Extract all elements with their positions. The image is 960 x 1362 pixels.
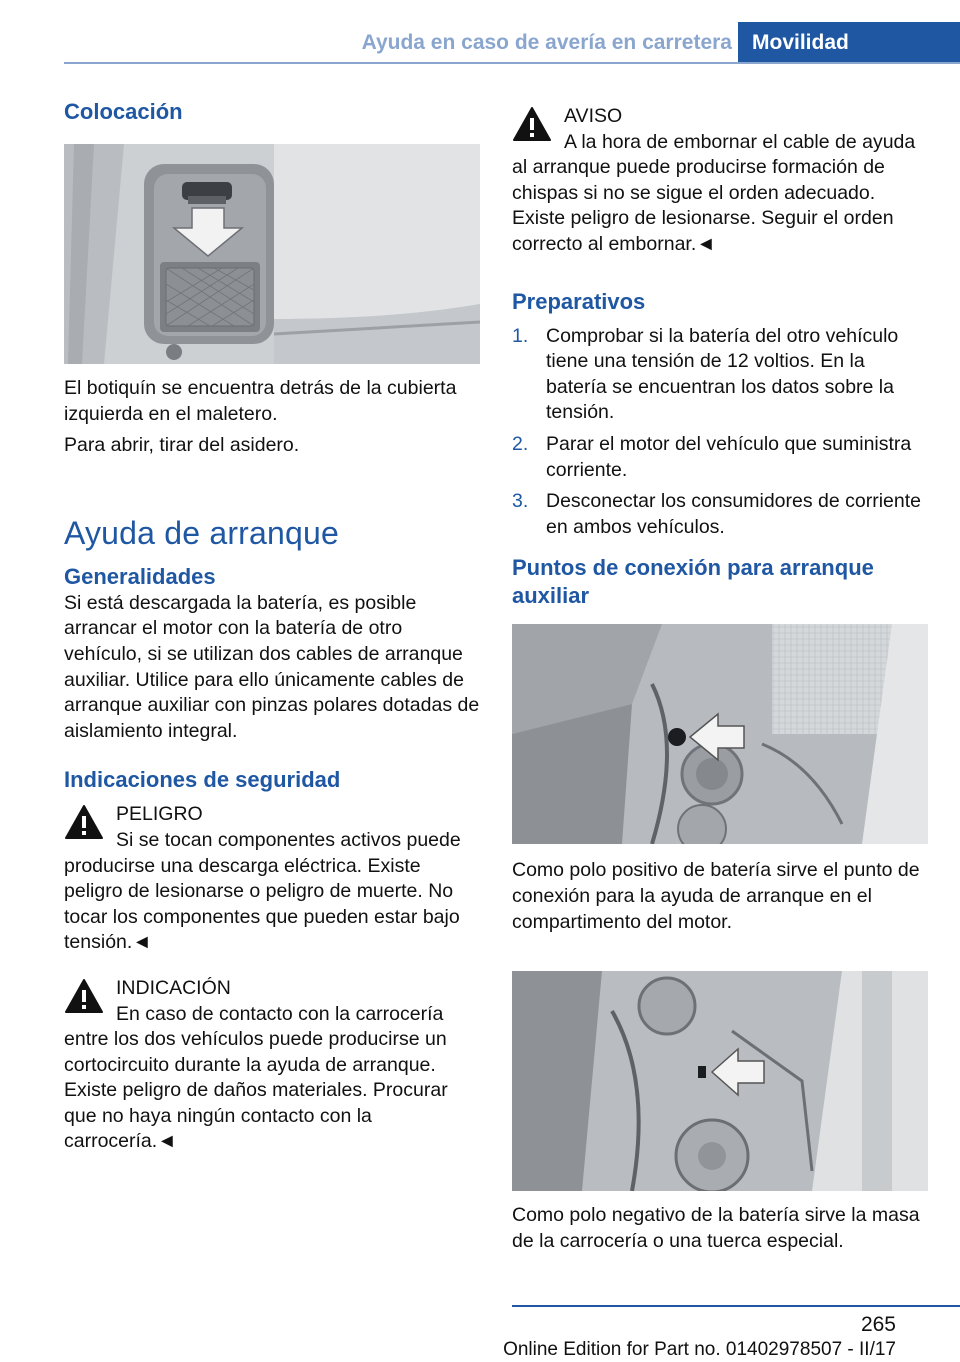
preparation-heading: Preparativos bbox=[512, 288, 646, 314]
positive-terminal-text: Como polo positivo de batería sirve el punto de conexión para la ayuda de arranque en el compartimento del motor. bbox=[512, 859, 920, 933]
general-text: Si está descargada la batería, es posible arrancar el motor con la batería de otro vehículo, si se utilizan dos cables de arranque auxiliar. Utilice para ello únicamente cables de arranque auxiliar con pinzas polares dotadas de aislamiento integral. bbox=[64, 591, 480, 742]
caution-warning bbox=[512, 104, 930, 258]
placement-heading: Colocación bbox=[64, 99, 183, 124]
step-number: 2. bbox=[512, 432, 529, 455]
caution-text: al arranque puede producirse formación de chispas si no se sigue el orden adecuado. Existe peligro de lesionarse. Seguir el orden correcto al embornar.◄ bbox=[512, 156, 894, 255]
header-section-title: Ayuda en caso de avería en carretera bbox=[361, 31, 732, 54]
trunk-first-aid-figure bbox=[64, 144, 480, 364]
safety-heading: Indicaciones de seguridad bbox=[64, 767, 341, 793]
notice-warning bbox=[64, 976, 482, 1155]
danger-text: producirse una descarga eléctrica. Existe peligro de lesionarse o peligro de muerte. No tocar los componentes que pueden estar bajo tensión.◄ bbox=[64, 854, 460, 954]
warning-triangle-icon bbox=[512, 106, 552, 142]
footer-divider bbox=[512, 1305, 960, 1307]
trunk-cover-illustration bbox=[64, 144, 480, 364]
step-number: 3. bbox=[512, 490, 529, 513]
list-item bbox=[512, 432, 930, 483]
caution-line-1: A la hora de embornar el cable de ayuda bbox=[564, 130, 916, 153]
edition-info: Online Edition for Part no. 01402978507 - II/17 bbox=[503, 1339, 896, 1360]
positive-terminal-figure bbox=[512, 624, 928, 844]
placement-text-1: El botiquín se encuentra detrás de la cubierta izquierda en el maletero. bbox=[64, 377, 457, 425]
warning-triangle-icon bbox=[64, 804, 104, 840]
placement-text-2: Para abrir, tirar del asidero. bbox=[64, 434, 300, 457]
danger-warning bbox=[64, 802, 482, 956]
step-text: Desconectar los consumidores de corriente en ambos vehículos. bbox=[546, 490, 922, 538]
header-chapter-tab: Movilidad bbox=[738, 22, 960, 64]
header-divider bbox=[64, 62, 960, 64]
general-heading: Generalidades bbox=[64, 563, 216, 589]
engine-positive-terminal-illustration bbox=[512, 624, 928, 844]
list-item bbox=[512, 489, 930, 540]
left-column bbox=[64, 98, 482, 1155]
page-number: 265 bbox=[860, 1313, 896, 1336]
negative-terminal-text: Como polo negativo de la batería sirve la masa de la carrocería o una tuerca especial. bbox=[512, 1204, 920, 1252]
negative-terminal-figure bbox=[512, 971, 928, 1191]
danger-title: PELIGRO bbox=[116, 803, 203, 826]
page-header bbox=[0, 0, 960, 62]
danger-line-1: Si se tocan componentes activos puede bbox=[116, 828, 461, 851]
caution-title: AVISO bbox=[564, 105, 623, 127]
engine-negative-terminal-illustration bbox=[512, 971, 928, 1191]
right-column bbox=[512, 98, 930, 1254]
list-item bbox=[512, 324, 930, 426]
notice-line-1: En caso de contacto con la carrocería bbox=[116, 1002, 444, 1025]
connection-points-heading: Puntos de conexión para arranque auxiliar bbox=[512, 555, 874, 609]
step-number: 1. bbox=[512, 324, 529, 347]
step-text: Comprobar si la batería del otro vehículo tiene una tensión de 12 voltios. En la batería se encuentran los datos sobre la tensión. bbox=[546, 324, 899, 424]
step-text: Parar el motor del vehículo que suministra corriente. bbox=[546, 432, 912, 481]
jumpstart-heading: Ayuda de arranque bbox=[64, 514, 340, 551]
notice-title: INDICACIÓN bbox=[116, 976, 231, 999]
warning-triangle-icon bbox=[64, 978, 104, 1014]
preparation-steps bbox=[512, 324, 930, 541]
notice-text: entre los dos vehículos puede producirse un cortocircuito durante la ayuda de arranque. Existe peligro de daños materiales. Procurar que no haya ningún contacto con la carrocería.◄ bbox=[64, 1028, 448, 1153]
